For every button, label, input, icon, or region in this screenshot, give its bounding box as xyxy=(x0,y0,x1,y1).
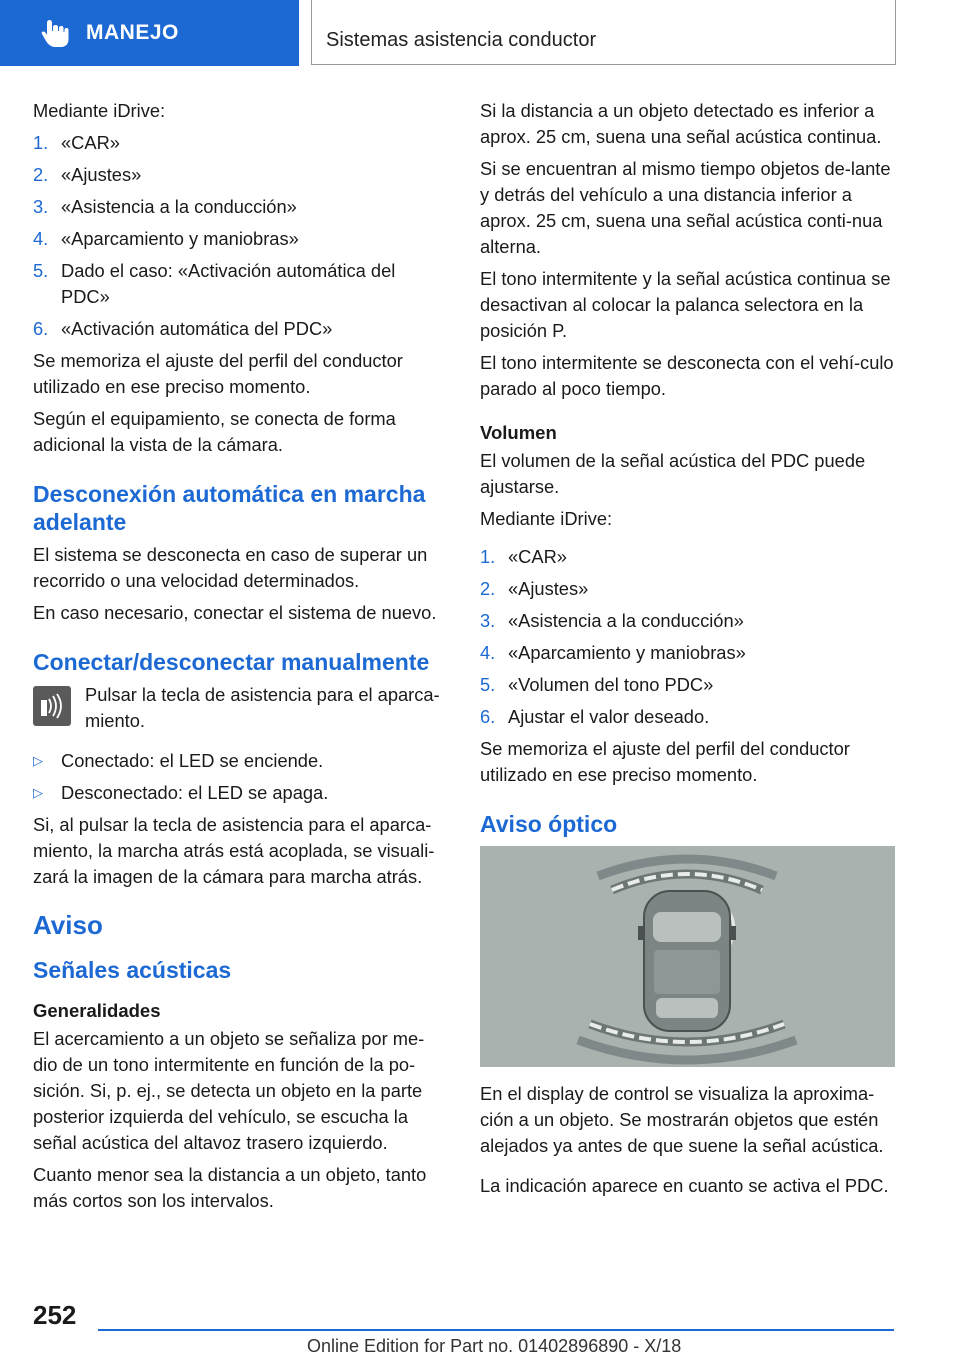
paragraph: El sistema se desconecta en caso de superar un recorrido o una velocidad determinados. xyxy=(33,544,428,591)
paragraph: Si se encuentran al mismo tiempo objetos de-lante y detrás del vehículo a una distancia inferior a aprox. 25 cm, suena una señal acústica conti-nua alterna. xyxy=(480,158,891,257)
paragraph: Se memoriza el ajuste del perfil del conductor utilizado en ese preciso momento. xyxy=(33,350,403,397)
left-column xyxy=(33,98,445,1220)
heading-manual: Conectar/desconectar manualmente xyxy=(33,649,430,675)
idrive-intro: Mediante iDrive: xyxy=(480,508,613,529)
section-label: MANEJO xyxy=(86,21,179,44)
list-item: 6. «Activación automática del PDC» xyxy=(33,318,333,339)
heading-volumen: Volumen xyxy=(480,422,557,443)
list-item: 2. «Ajustes» xyxy=(480,578,589,599)
paragraph: Se memoriza el ajuste del perfil del conductor utilizado en ese preciso momento. xyxy=(480,738,850,785)
section-tab xyxy=(0,0,299,66)
paragraph: El volumen de la señal acústica del PDC puede ajustarse. xyxy=(480,450,866,497)
triangle-bullet-icon: ▷ xyxy=(33,785,43,800)
key-text: Pulsar la tecla de asistencia para el aparca-miento. xyxy=(85,684,440,731)
list-item: 2. «Ajustes» xyxy=(33,164,142,185)
page-number: 252 xyxy=(33,1300,77,1330)
footer-divider xyxy=(98,1329,894,1331)
list-item: 1. «CAR» xyxy=(480,546,567,567)
activation-steps xyxy=(33,130,445,342)
heading-senales: Señales acústicas xyxy=(33,957,232,983)
right-column xyxy=(480,98,898,1205)
list-item: 5. «Volumen del tono PDC» xyxy=(480,674,714,695)
list-item: 4. «Aparcamiento y maniobras» xyxy=(480,642,746,663)
volume-steps xyxy=(480,544,898,730)
paragraph: En caso necesario, conectar el sistema de nuevo. xyxy=(33,602,437,623)
idrive-intro: Mediante iDrive: xyxy=(33,100,166,121)
paragraph: Si la distancia a un objeto detectado es inferior a aprox. 25 cm, suena una señal acústica continua. xyxy=(480,100,882,147)
edition-note: Online Edition for Part no. 01402896890 - X/18 xyxy=(307,1336,682,1356)
list-item: 5. Dado el caso: «Activación automática del PDC» xyxy=(33,260,396,307)
paragraph: En el display de control se visualiza la aproxima-ción a un objeto. Se mostrarán objetos que estén alejados ya antes de que suene la señal acústica. xyxy=(480,1083,884,1156)
page-header xyxy=(0,0,960,66)
list-item: 6. Ajustar el valor deseado. xyxy=(480,706,710,727)
triangle-bullet-icon: ▷ xyxy=(33,753,43,768)
list-item: 4. «Aparcamiento y maniobras» xyxy=(33,228,299,249)
heading-aviso: Aviso xyxy=(33,910,103,940)
chapter-title: Sistemas asistencia conductor xyxy=(326,29,597,51)
list-item: 3. «Asistencia a la conducción» xyxy=(33,196,297,217)
paragraph: Cuanto menor sea la distancia a un objeto, tanto más cortos son los intervalos. xyxy=(33,1164,427,1211)
key-instruction xyxy=(33,682,445,734)
chapter-title-box xyxy=(311,0,896,65)
list-item: ▷ Desconectado: el LED se apaga. xyxy=(33,780,445,806)
led-status-list xyxy=(33,748,445,806)
pdc-display-figure xyxy=(480,846,895,1067)
parking-assist-key-icon xyxy=(33,686,71,726)
car-sensor-zones-illustration xyxy=(480,846,895,1067)
paragraph: La indicación aparece en cuanto se activa el PDC. xyxy=(480,1175,889,1196)
paragraph: El tono intermitente y la señal acústica continua se desactivan al colocar la palanca selectora en la posición P. xyxy=(480,268,891,341)
list-item: ▷ Conectado: el LED se enciende. xyxy=(33,748,445,774)
heading-desconexion: Desconexión automática en marcha adelante xyxy=(33,481,426,535)
paragraph: El acercamiento a un objeto se señaliza por me-dio de un tono intermitente en función de la po-sición. Si, p. ej., se detecta un objeto en la parte posterior izquierda del vehículo, se escucha la señal acústica del altavoz trasero izquierdo. xyxy=(33,1028,425,1153)
list-item: 1. «CAR» xyxy=(33,132,120,153)
paragraph: Si, al pulsar la tecla de asistencia para el aparca-miento, la marcha atrás está acoplada, se visuali-zará la imagen de la cámara para marcha atrás. xyxy=(33,814,435,887)
steering-hand-icon xyxy=(36,13,76,53)
paragraph: El tono intermitente se desconecta con el vehí-culo parado al poco tiempo. xyxy=(480,352,894,399)
heading-generalidades: Generalidades xyxy=(33,1000,161,1021)
heading-aviso-optico: Aviso óptico xyxy=(480,811,618,837)
list-item: 3. «Asistencia a la conducción» xyxy=(480,610,744,631)
paragraph: Según el equipamiento, se conecta de forma adicional la vista de la cámara. xyxy=(33,408,396,455)
